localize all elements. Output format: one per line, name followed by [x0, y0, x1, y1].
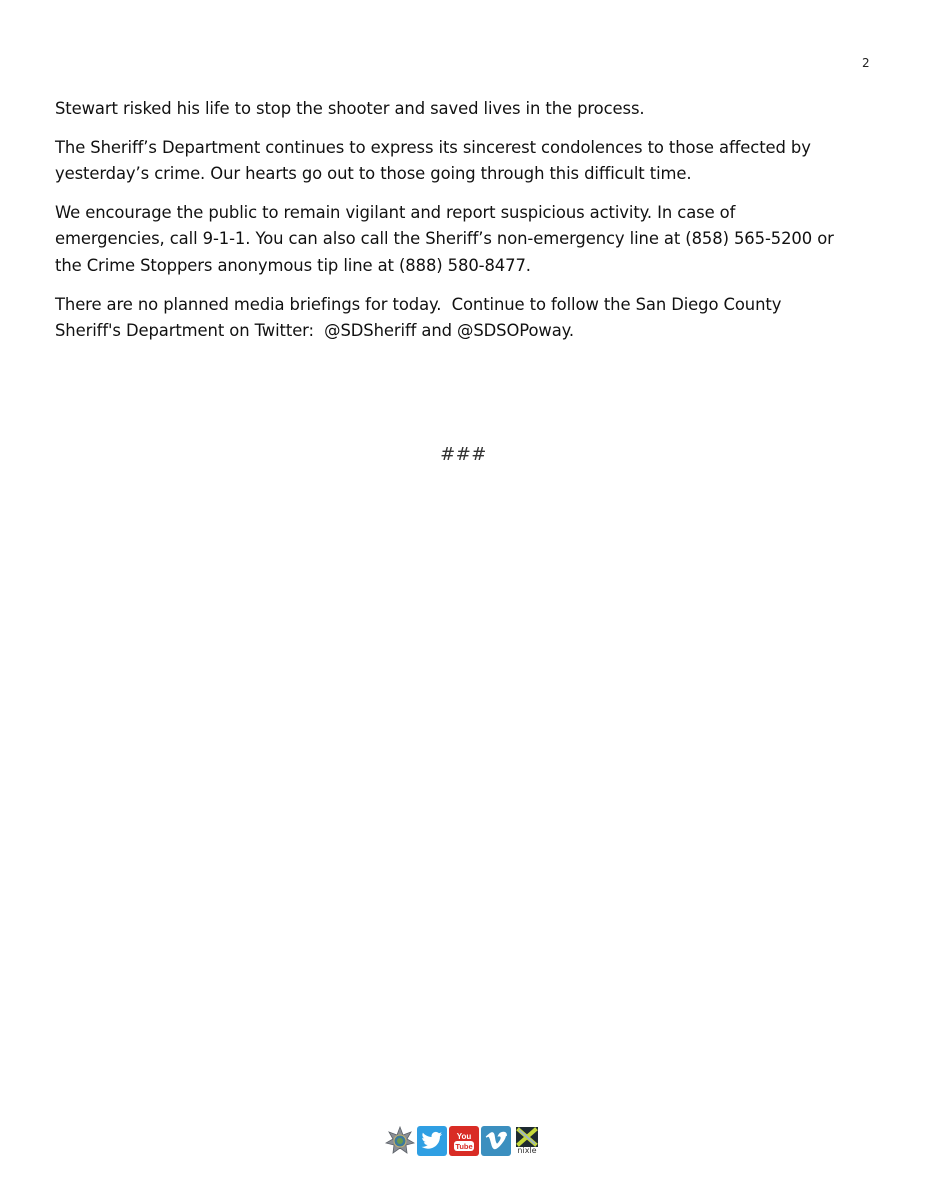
svg-text:You: You: [456, 1132, 472, 1141]
paragraph-condolences: The Sheriff’s Department continues to express its sincerest condolences to those affected by yesterday’s crime. Our hearts go out to those going through this difficult time.: [55, 137, 811, 184]
youtube-icon[interactable]: [449, 1126, 479, 1156]
end-of-release-mark: ###: [440, 444, 487, 465]
vimeo-icon[interactable]: [481, 1126, 511, 1156]
paragraph-media-briefings: There are no planned media briefings for today. Continue to follow the San Diego County Sheriff's Department on Twitter: @SDSheriff and @SDSOPoway.: [55, 294, 782, 341]
press-release-body: [55, 96, 885, 357]
twitter-icon[interactable]: [417, 1126, 447, 1156]
nixle-label: nixle: [517, 1146, 537, 1155]
nixle-icon[interactable]: [513, 1126, 541, 1156]
sheriff-star-icon[interactable]: [385, 1126, 415, 1156]
svg-text:Tube: Tube: [455, 1142, 473, 1151]
paragraph-stewart: Stewart risked his life to stop the shooter and saved lives in the process.: [55, 99, 645, 118]
paragraph-report-activity: We encourage the public to remain vigilant and report suspicious activity. In case of emergencies, call 9-1-1. You can also call the Sheriff’s non-emergency line at (858) 565-5200 or the Crime Stoppers anonymous tip line at (888) 580-8477.: [55, 202, 834, 275]
page-number: 2: [862, 56, 870, 70]
social-media-footer: [385, 1125, 541, 1157]
